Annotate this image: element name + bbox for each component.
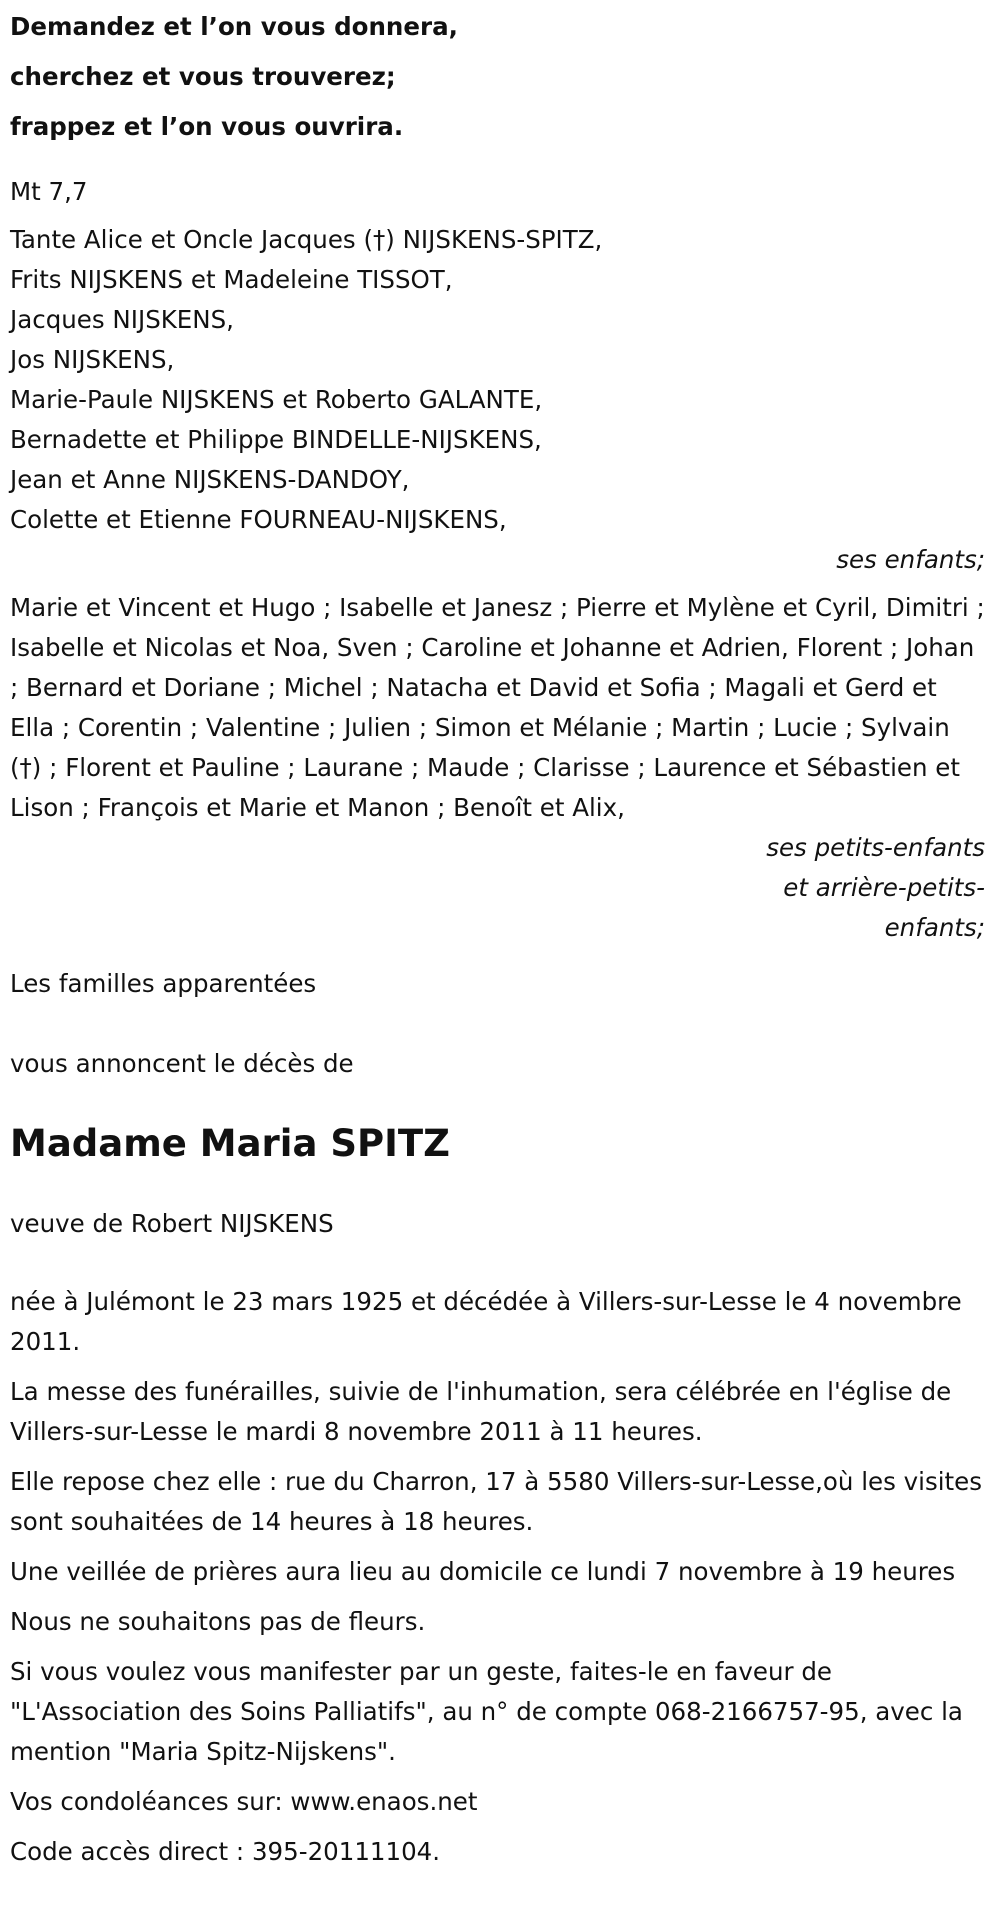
bible-verse: [10, 2, 985, 152]
grandchildren-list: Marie et Vincent et Hugo ; Isabelle et Janesz ; Pierre et Mylène et Cyril, Dimitri ; Isabelle et Nicolas et Noa, Sven ; Caroline et Johanne et Adrien, Florent ; Johan ; Bernard et Doriane ; Michel ; Natacha et David et Sofia ; Magali et Gerd et Ella ; Corentin ; Valentine ; Julien ; Simon et Mélanie ; Martin ; Lucie ; Sylvain (†) ; Florent et Pauline ; Laurane ; Maude ; Clarisse ; Laurence et Sébastien et Lison ; François et Marie et Manon ; Benoît et Alix,: [10, 593, 985, 822]
child-entry: Tante Alice et Oncle Jacques (†) NIJSKENS-SPITZ,: [10, 225, 603, 254]
child-entry: Bernadette et Philippe BINDELLE-NIJSKENS,: [10, 425, 542, 454]
verse-line: frappez et l’on vous ouvrira.: [10, 112, 404, 141]
child-entry: Frits NIJSKENS et Madeleine TISSOT,: [10, 265, 453, 294]
verse-line: cherchez et vous trouverez;: [10, 62, 396, 91]
obituary-notice: [0, 2, 985, 1872]
child-entry: Jos NIJSKENS,: [10, 345, 175, 374]
condolences-info: Vos condoléances sur: www.enaos.net: [10, 1787, 478, 1816]
children-role: ses enfants;: [836, 545, 985, 574]
deceased-name: Madame Maria SPITZ: [10, 1122, 450, 1165]
child-entry: Colette et Etienne FOURNEAU-NIJSKENS,: [10, 505, 507, 534]
widow-of: veuve de Robert NIJSKENS: [10, 1209, 334, 1238]
grandchildren-role-wrap: [10, 828, 985, 948]
related-families: Les familles apparentées: [10, 969, 317, 998]
birth-death-info: née à Julémont le 23 mars 1925 et décédée à Villers-sur-Lesse le 4 novembre 2011.: [10, 1287, 962, 1356]
funeral-info: La messe des funérailles, suivie de l'inhumation, sera célébrée en l'église de Villers-sur-Lesse le mardi 8 novembre 2011 à 11 heures.: [10, 1377, 952, 1446]
access-code: Code accès direct : 395-20111104.: [10, 1837, 441, 1866]
visits-info: Elle repose chez elle : rue du Charron, 17 à 5580 Villers-sur-Lesse,où les visites sont souhaitées de 14 heures à 18 heures.: [10, 1467, 982, 1536]
children-list: [10, 220, 985, 540]
verse-line: Demandez et l’on vous donnera,: [10, 12, 458, 41]
child-entry: Jean et Anne NIJSKENS-DANDOY,: [10, 465, 410, 494]
child-entry: Jacques NIJSKENS,: [10, 305, 234, 334]
donation-info: Si vous voulez vous manifester par un geste, faites-le en faveur de "L'Association des Soins Palliatifs", au n° de compte 068-2166757-95, avec la mention "Maria Spitz-Nijskens".: [10, 1657, 963, 1766]
vigil-info: Une veillée de prières aura lieu au domicile ce lundi 7 novembre à 19 heures: [10, 1557, 956, 1586]
verse-reference: Mt 7,7: [10, 177, 88, 206]
child-entry: Marie-Paule NIJSKENS et Roberto GALANTE,: [10, 385, 543, 414]
flowers-info: Nous ne souhaitons pas de fleurs.: [10, 1607, 426, 1636]
grandchildren-role: ses petits-enfants et arrière-petits-enfants;: [766, 833, 985, 942]
announcement: vous annoncent le décès de: [10, 1049, 354, 1078]
